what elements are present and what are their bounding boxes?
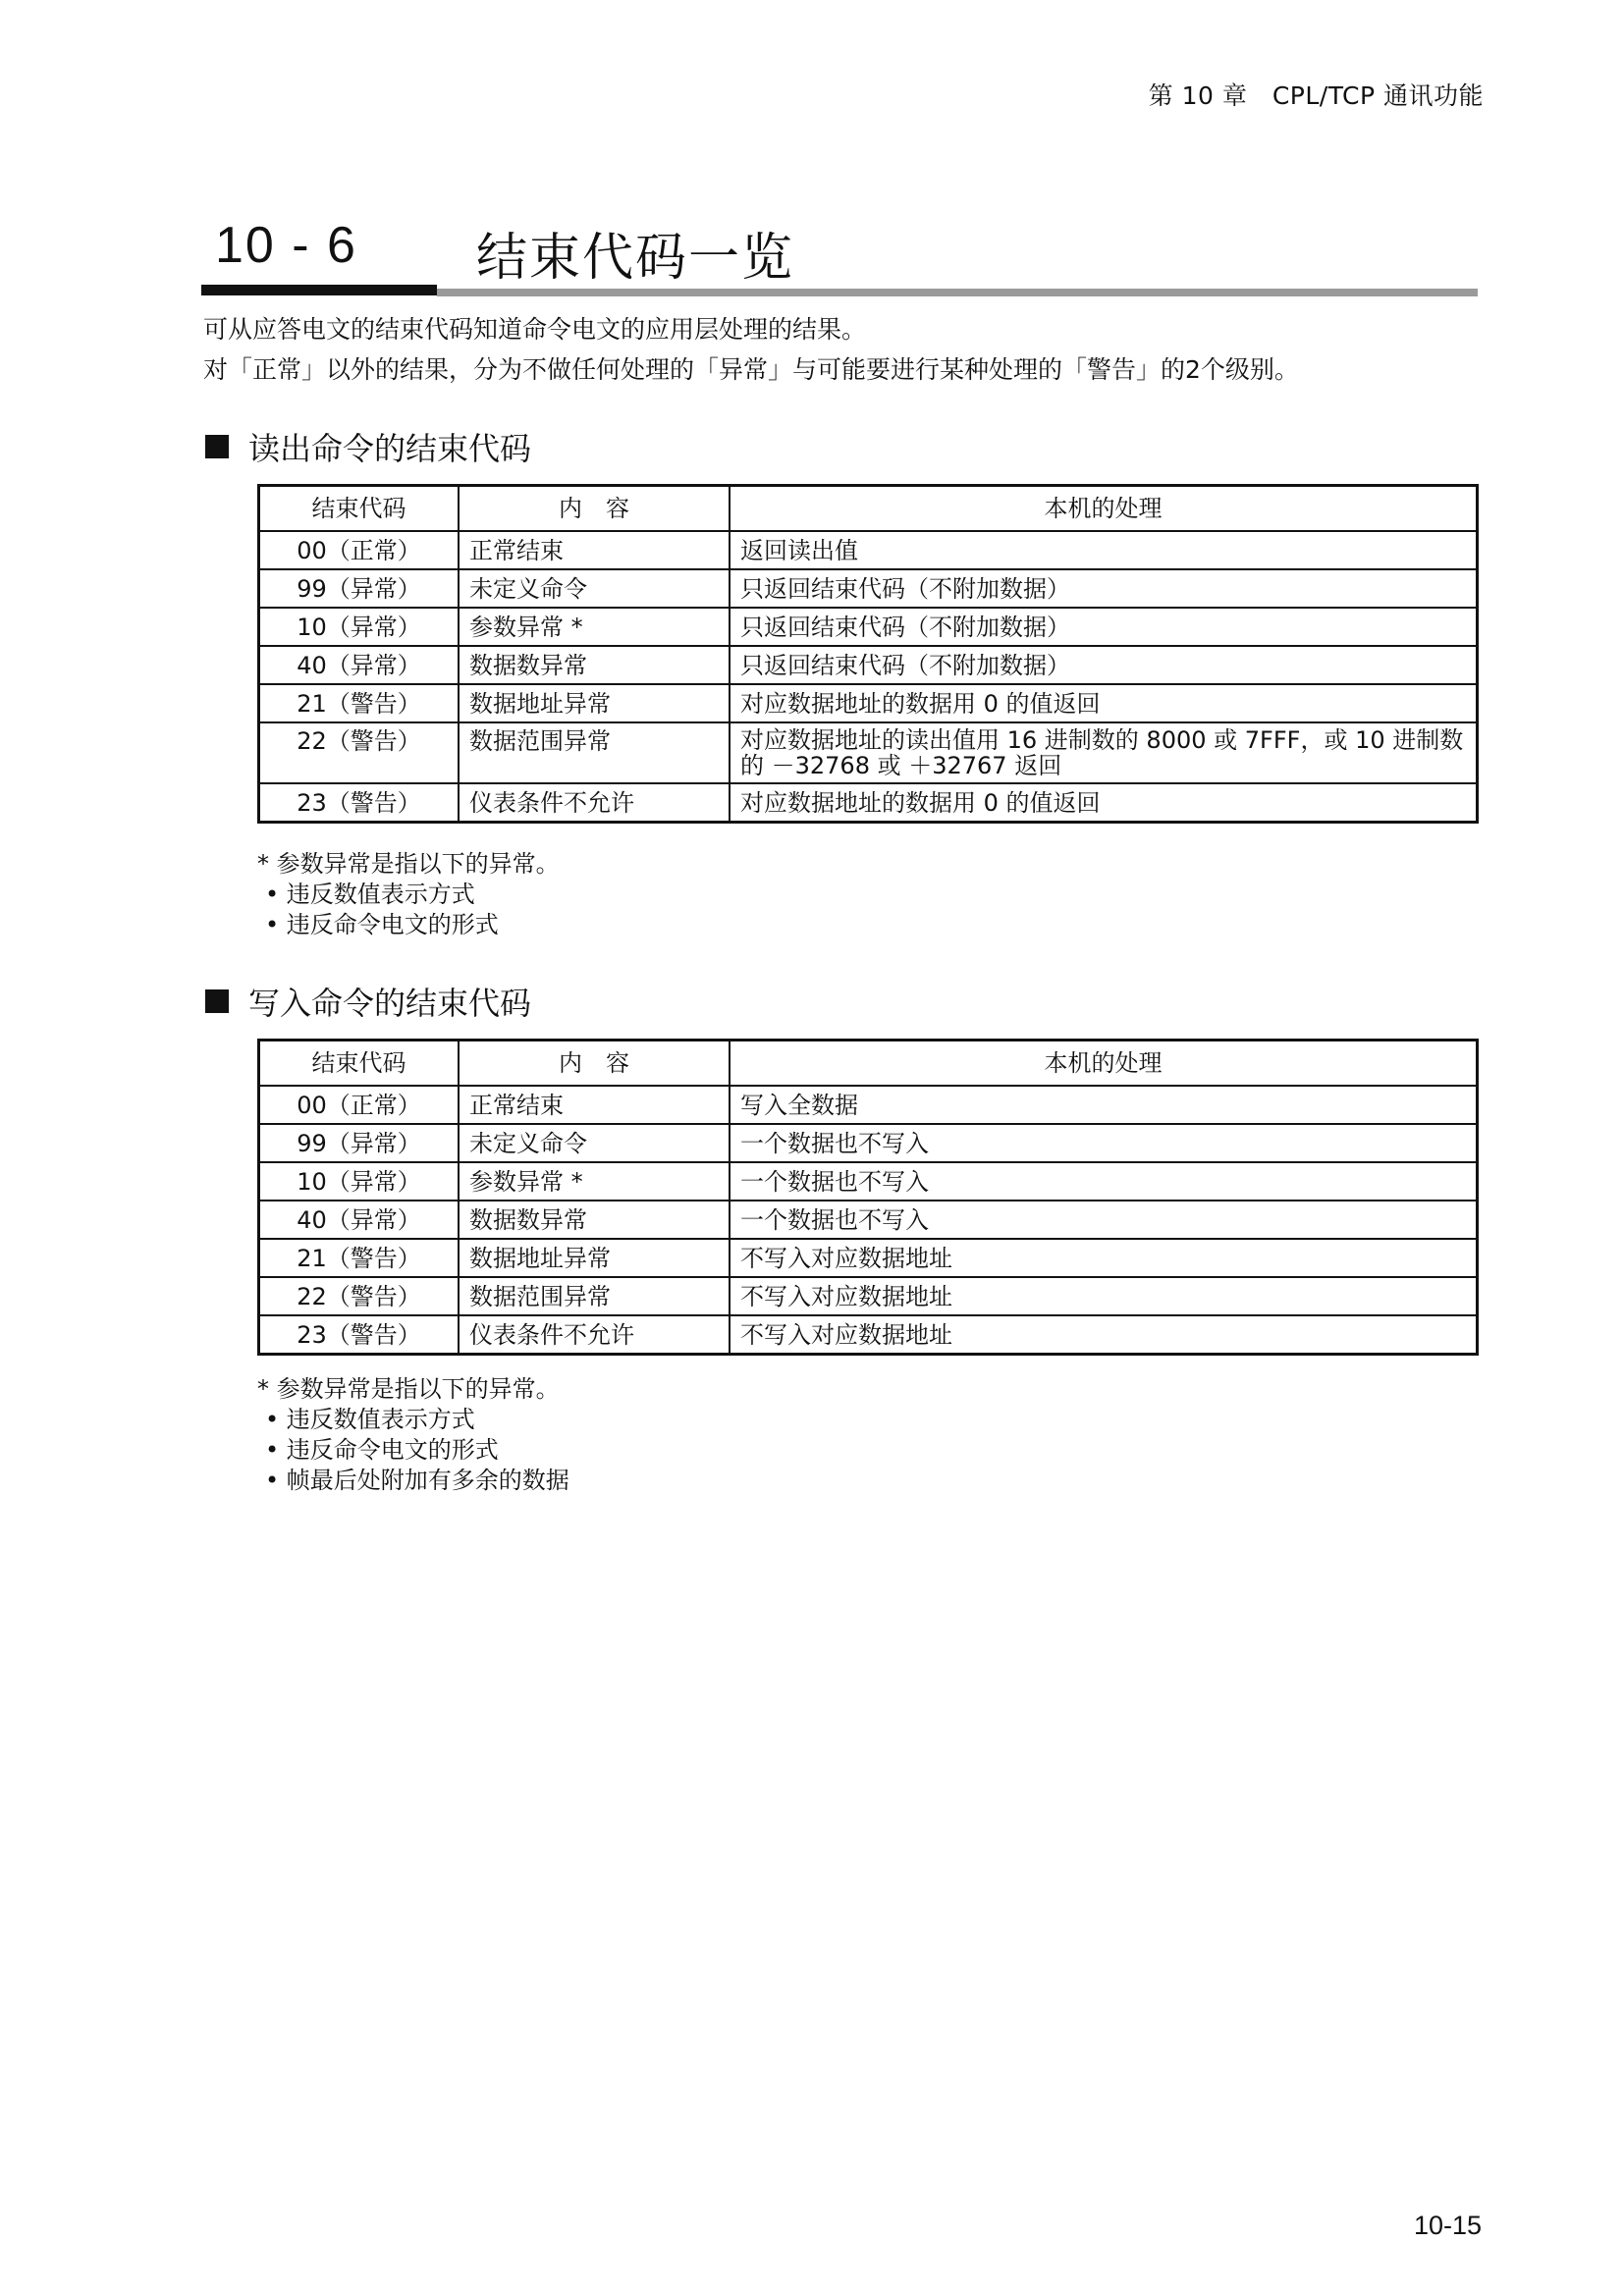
table-row bbox=[259, 646, 1478, 684]
footnote-bullet: • 违反命令电文的形式 bbox=[265, 911, 499, 938]
column-header: 结束代码 bbox=[259, 1041, 460, 1087]
end-code-cell: 00（正常） bbox=[259, 531, 460, 569]
processing-cell: 一个数据也不写入 bbox=[730, 1201, 1478, 1239]
processing-cell: 返回读出值 bbox=[730, 531, 1478, 569]
column-header: 本机的处理 bbox=[730, 486, 1478, 532]
table-row bbox=[259, 684, 1478, 722]
table-row bbox=[259, 722, 1478, 783]
processing-cell: 一个数据也不写入 bbox=[730, 1124, 1478, 1162]
table-header-row bbox=[259, 1041, 1478, 1087]
section-title: 结束代码一览 bbox=[476, 229, 795, 288]
table-row bbox=[259, 1124, 1478, 1162]
page-number: 10-15 bbox=[1413, 2211, 1482, 2240]
processing-cell: 只返回结束代码（不附加数据） bbox=[730, 608, 1478, 646]
table-header-row bbox=[259, 486, 1478, 532]
footnote-bullet: • 帧最后处附加有多余的数据 bbox=[265, 1467, 569, 1494]
content-cell: 数据数异常 bbox=[459, 1201, 730, 1239]
end-code-cell: 10（异常） bbox=[259, 1162, 460, 1201]
end-code-cell: 99（异常） bbox=[259, 569, 460, 608]
end-code-cell: 99（异常） bbox=[259, 1124, 460, 1162]
footnote-bullet: • 违反数值表示方式 bbox=[265, 881, 475, 908]
table-row bbox=[259, 1239, 1478, 1277]
intro-line: 对「正常」以外的结果，分为不做任何处理的「异常」与可能要进行某种处理的「警告」的2个级别。 bbox=[203, 355, 1299, 384]
end-code-cell: 21（警告） bbox=[259, 1239, 460, 1277]
column-header: 结束代码 bbox=[259, 486, 460, 532]
processing-cell: 一个数据也不写入 bbox=[730, 1162, 1478, 1201]
read-subheading-text: 读出命令的结束代码 bbox=[248, 430, 532, 467]
table-row bbox=[259, 1086, 1478, 1124]
content-cell: 数据地址异常 bbox=[459, 684, 730, 722]
content-cell: 正常结束 bbox=[459, 531, 730, 569]
column-header: 内 容 bbox=[459, 486, 730, 532]
processing-cell: 不写入对应数据地址 bbox=[730, 1277, 1478, 1315]
content-cell: 未定义命令 bbox=[459, 569, 730, 608]
content-cell: 数据数异常 bbox=[459, 646, 730, 684]
processing-cell: 不写入对应数据地址 bbox=[730, 1315, 1478, 1355]
table-row bbox=[259, 531, 1478, 569]
heading-rule-dark bbox=[201, 285, 437, 295]
column-header: 本机的处理 bbox=[730, 1041, 1478, 1087]
end-code-cell: 40（异常） bbox=[259, 1201, 460, 1239]
content-cell: 数据地址异常 bbox=[459, 1239, 730, 1277]
processing-cell: 对应数据地址的读出值用 16 进制数的 8000 或 7FFF，或 10 进制数的 －32768 或 ＋32767 返回 bbox=[730, 722, 1478, 783]
write-subheading-text: 写入命令的结束代码 bbox=[248, 985, 532, 1022]
content-cell: 正常结束 bbox=[459, 1086, 730, 1124]
processing-cell: 对应数据地址的数据用 0 的值返回 bbox=[730, 783, 1478, 823]
read-notes bbox=[257, 849, 560, 940]
write-notes bbox=[257, 1374, 569, 1496]
content-cell: 数据范围异常 bbox=[459, 1277, 730, 1315]
end-code-cell: 40（异常） bbox=[259, 646, 460, 684]
end-code-cell: 22（警告） bbox=[259, 722, 460, 783]
end-code-cell: 21（警告） bbox=[259, 684, 460, 722]
running-header: 第 10 章 CPL/TCP 通讯功能 bbox=[1148, 81, 1484, 110]
intro-paragraph bbox=[203, 309, 1299, 390]
content-cell: 仪表条件不允许 bbox=[459, 1315, 730, 1355]
end-code-cell: 00（正常） bbox=[259, 1086, 460, 1124]
section-heading bbox=[201, 206, 1478, 294]
table-row bbox=[259, 1162, 1478, 1201]
processing-cell: 只返回结束代码（不附加数据） bbox=[730, 646, 1478, 684]
table-row bbox=[259, 608, 1478, 646]
table-row bbox=[259, 1201, 1478, 1239]
content-cell: 数据范围异常 bbox=[459, 722, 730, 783]
footnote-bullet: • 违反命令电文的形式 bbox=[265, 1436, 499, 1464]
content-cell: 未定义命令 bbox=[459, 1124, 730, 1162]
footnote: * 参数异常是指以下的异常。 bbox=[257, 1375, 560, 1403]
read-end-code-table bbox=[257, 484, 1479, 824]
column-header: 内 容 bbox=[459, 1041, 730, 1087]
square-bullet-icon bbox=[205, 435, 229, 458]
read-subheading bbox=[205, 424, 531, 469]
processing-cell: 对应数据地址的数据用 0 的值返回 bbox=[730, 684, 1478, 722]
footnote: * 参数异常是指以下的异常。 bbox=[257, 850, 560, 878]
end-code-cell: 10（异常） bbox=[259, 608, 460, 646]
content-cell: 参数异常 * bbox=[459, 1162, 730, 1201]
processing-cell: 只返回结束代码（不附加数据） bbox=[730, 569, 1478, 608]
end-code-cell: 22（警告） bbox=[259, 1277, 460, 1315]
write-subheading bbox=[205, 979, 531, 1024]
table-row bbox=[259, 1315, 1478, 1355]
content-cell: 仪表条件不允许 bbox=[459, 783, 730, 823]
footnote-bullet: • 违反数值表示方式 bbox=[265, 1406, 475, 1433]
processing-cell: 写入全数据 bbox=[730, 1086, 1478, 1124]
heading-rule-gray bbox=[437, 289, 1478, 296]
content-cell: 参数异常 * bbox=[459, 608, 730, 646]
section-number: 10 - 6 bbox=[215, 217, 357, 274]
write-end-code-table bbox=[257, 1039, 1479, 1356]
table-row bbox=[259, 1277, 1478, 1315]
processing-cell: 不写入对应数据地址 bbox=[730, 1239, 1478, 1277]
end-code-cell: 23（警告） bbox=[259, 1315, 460, 1355]
intro-line: 可从应答电文的结束代码知道命令电文的应用层处理的结果。 bbox=[203, 315, 867, 344]
square-bullet-icon bbox=[205, 989, 229, 1013]
end-code-cell: 23（警告） bbox=[259, 783, 460, 823]
table-row bbox=[259, 783, 1478, 823]
table-row bbox=[259, 569, 1478, 608]
